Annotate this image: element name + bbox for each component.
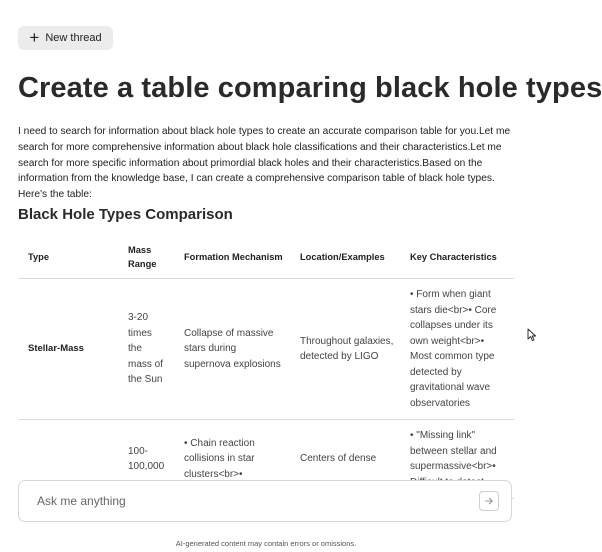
cell-location: Throughout galaxies, detected by LIGO xyxy=(290,279,400,420)
cell-location: Centers of dense xyxy=(290,420,400,499)
assistant-intro-text: I need to search for information about black hole types to create an accurate comparison table for you.Let me search for more comprehensive information about black hole classifications and their characteristics.Let me search for more specific information about primordial black holes and their characteristics.Based on the information from the knowledge base, I can create a comprehensive comparison table of black hole types. Here's the table: xyxy=(18,126,511,201)
ask-input[interactable] xyxy=(37,492,457,510)
cell-formation: Collapse of massive stars during supernova explosions xyxy=(174,279,290,420)
header-type: Type xyxy=(18,236,118,279)
page-title: Create a table comparing black hole types xyxy=(18,72,602,104)
new-thread-button[interactable] xyxy=(18,26,113,50)
cell-type: Stellar-Mass xyxy=(18,279,118,420)
header-location-examples: Location/Examples xyxy=(290,236,400,279)
table-row xyxy=(18,279,514,420)
cell-mass-range: 3-20 times the mass of the Sun xyxy=(118,279,174,420)
header-key-characteristics: Key Characteristics xyxy=(400,236,514,279)
cell-mass-range: 100-100,000 xyxy=(118,420,174,499)
new-thread-label: New thread xyxy=(45,32,102,44)
cell-characteristics: • Form when giant stars die<br>• Core collapses under its own weight<br>• Most common type detected by gravitational wave observatories xyxy=(400,279,514,420)
cell-characteristics: • "Missing link" between stellar and supermassive<br>• xyxy=(400,420,514,499)
ai-disclaimer: AI-generated content may contain errors or omissions. xyxy=(175,539,357,548)
arrow-right-icon xyxy=(484,496,494,506)
mouse-cursor-icon xyxy=(527,328,537,342)
comparison-table xyxy=(18,236,514,499)
table-heading: Black Hole Types Comparison xyxy=(18,206,233,223)
header-mass-range: Mass Range xyxy=(118,236,174,279)
send-button[interactable] xyxy=(479,491,499,511)
table-header-row xyxy=(18,236,514,279)
cell-formation: • Chain reaction collisions in star clusters<br>• xyxy=(174,420,290,499)
comparison-table-container[interactable] xyxy=(18,236,514,481)
composer xyxy=(18,480,512,522)
plus-icon: + xyxy=(29,27,40,47)
header-formation-mechanism: Formation Mechanism xyxy=(174,236,290,279)
